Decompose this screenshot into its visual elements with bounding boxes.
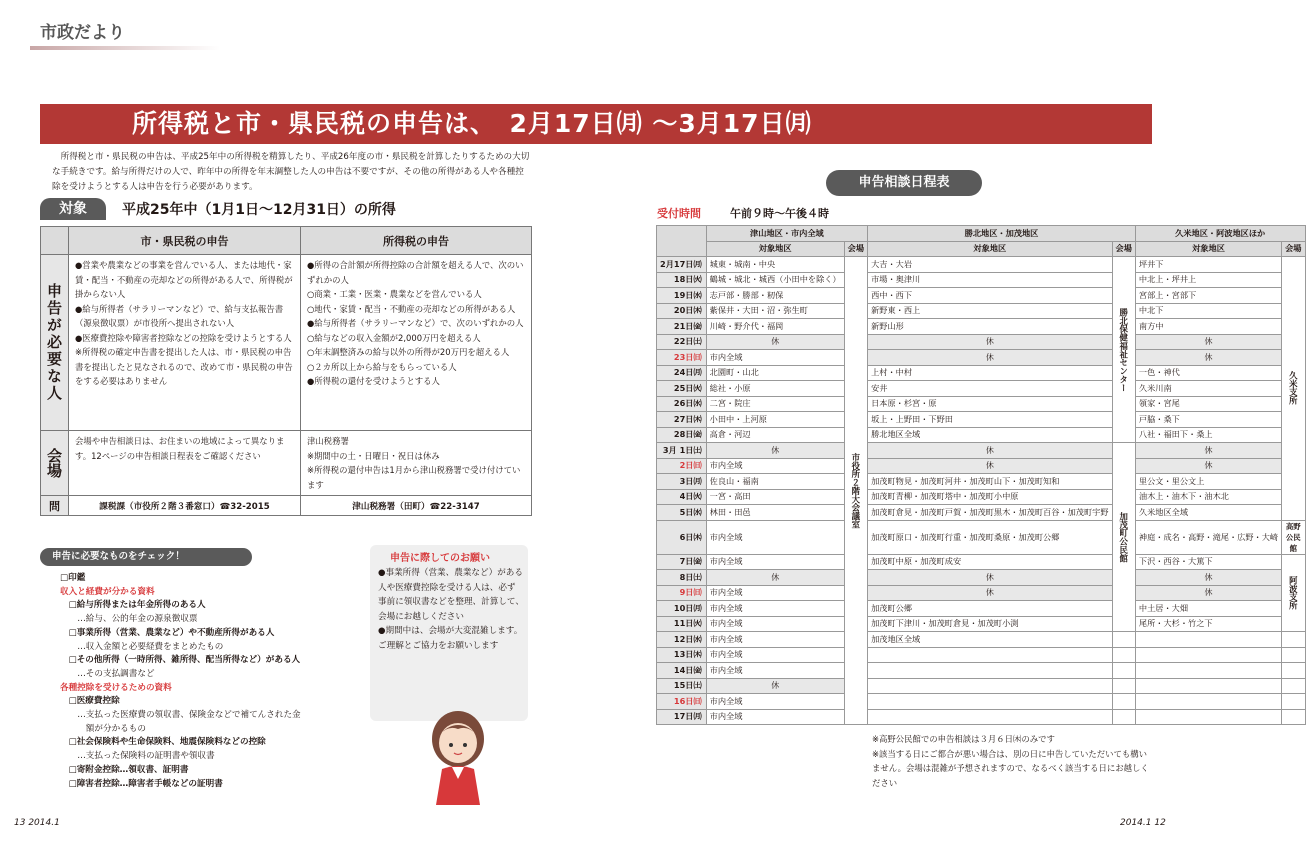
schedule-cell: 16日㈰ [657, 694, 707, 710]
side-need: 申告が必要な人 [41, 255, 69, 431]
col-income: 所得税の申告 [301, 227, 532, 255]
schedule-cell: 阿波支所 [1282, 554, 1305, 632]
schedule-cell: 市内全域 [706, 663, 844, 679]
schedule-cell: 休 [868, 570, 1112, 586]
schedule-cell: 加茂町下津川・加茂町倉見・加茂町小渕 [868, 616, 1112, 632]
page-number-right: 2014.1 12 [1120, 818, 1166, 828]
schedule-cell: 加茂町物見・加茂町河井・加茂町山下・加茂町知和 [868, 474, 1112, 490]
target-text: 平成25年中（1月1日～12月31日）の所得 [122, 202, 396, 218]
schedule-cell: 7日㈮ [657, 554, 707, 570]
schedule-row [657, 585, 1306, 601]
schedule-cell: 神庭・成名・高野・滝尾・広野・大崎 [1135, 520, 1281, 554]
schedule-cell: 紫保井・大田・沼・弥生町 [706, 303, 844, 319]
schedule-cell [1282, 709, 1305, 725]
schedule-row [657, 412, 1306, 428]
contact-income: 津山税務署（田町）☎22-3147 [301, 496, 532, 516]
schedule-cell: 下沢・西谷・大篤下 [1135, 554, 1281, 570]
schedule-row [657, 458, 1306, 474]
schedule-cell: 休 [1135, 458, 1281, 474]
schedule-cell: 総社・小原 [706, 381, 844, 397]
schedule-cell [868, 694, 1112, 710]
schedule-cell: 尾所・大杉・竹之下 [1135, 616, 1281, 632]
section-header: 市政だより [40, 23, 125, 43]
schedule-cell: 領家・宮尾 [1135, 396, 1281, 412]
schedule-cell: 中北下 [1135, 303, 1281, 319]
area-header: 津山地区・市内全域 [706, 226, 867, 242]
schedule-row [657, 303, 1306, 319]
schedule-cell: 27日㈭ [657, 412, 707, 428]
schedule-row [657, 443, 1306, 459]
area-header: 勝北地区・加茂地区 [868, 226, 1136, 242]
schedule-cell: 八社・福田下・桑上 [1135, 427, 1281, 443]
schedule-cell: 13日㈭ [657, 647, 707, 663]
checklist-item: □障害者控除…障害者手帳などの証明書 [60, 778, 223, 789]
schedule-row [657, 334, 1306, 350]
schedule-row [657, 319, 1306, 335]
target-tab: 対象 [40, 198, 106, 220]
schedule-cell [1112, 663, 1135, 679]
schedule-cell: 新野山形 [868, 319, 1112, 335]
schedule-cell: 休 [868, 443, 1112, 459]
schedule-title: 申告相談日程表 [826, 170, 982, 196]
schedule-cell [868, 663, 1112, 679]
schedule-cell: 川崎・野介代・福岡 [706, 319, 844, 335]
cell-municipal: ●営業や農業などの事業を営んでいる人、または地代・家賃・配当・不動産の売却などの所得がある人で、所得税が掛からない人 ●給与所得者（サラリーマンなど）で、給与支払報告書（源泉徴収票）が市役所へ提出されない人 ●医療費控除や障害者控除などの控除を受けようとする人 ※所得税の確定申告書を提出した人は、市・県民税の申告書を提出したと見なされるので、改めて市・県民税の申告をする必要はありません [69, 255, 301, 431]
schedule-cell [1135, 709, 1281, 725]
schedule-cell: 11日㈫ [657, 616, 707, 632]
schedule-cell: 24日㈪ [657, 365, 707, 381]
schedule-row [657, 663, 1306, 679]
checklist-item: 額が分かるもの [60, 723, 146, 734]
schedule-cell: 市内全域 [706, 632, 844, 648]
schedule-cell: 市内全域 [706, 694, 844, 710]
schedule-row [657, 272, 1306, 288]
reception-time-label: 受付時間 [657, 207, 701, 220]
schedule-cell: 市場・奥津川 [868, 272, 1112, 288]
schedule-row [657, 427, 1306, 443]
schedule-cell: 8日㈯ [657, 570, 707, 586]
schedule-row [657, 288, 1306, 304]
schedule-cell: 休 [706, 570, 844, 586]
reception-time: 午前９時～午後４時 [730, 207, 829, 220]
schedule-cell: 加茂地区全域 [868, 632, 1112, 648]
schedule-cell: 加茂町公郷 [868, 601, 1112, 617]
schedule-cell [1282, 678, 1305, 694]
schedule-cell [1135, 663, 1281, 679]
schedule-row [657, 489, 1306, 505]
schedule-cell: 加茂町原口・加茂町行重・加茂町桑原・加茂町公郷 [868, 520, 1112, 554]
schedule-cell: 22日㈯ [657, 334, 707, 350]
schedule-cell: 久米川南 [1135, 381, 1281, 397]
schedule-cell: 6日㈭ [657, 520, 707, 554]
schedule-cell: 坪井下 [1135, 257, 1281, 273]
schedule-cell: 19日㈬ [657, 288, 707, 304]
schedule-row [657, 647, 1306, 663]
sub-header: 対象地区 [868, 241, 1112, 257]
schedule-cell: 市内全域 [706, 616, 844, 632]
schedule-cell: 休 [1135, 334, 1281, 350]
sub-header: 会場 [844, 241, 867, 257]
venue-income: 津山税務署 ※期間中の土・日曜日・祝日は休み ※所得税の還付申告は1月から津山税務署で受け付けています [301, 431, 532, 496]
checklist-item: □給与所得または年金所得のある人 [60, 600, 206, 611]
schedule-cell [1112, 678, 1135, 694]
schedule-cell: 21日㈮ [657, 319, 707, 335]
checklist-item: …支払った保険料の証明書や領収書 [60, 751, 215, 762]
schedule-cell: 26日㈬ [657, 396, 707, 412]
schedule-cell [868, 647, 1112, 663]
schedule-cell [1282, 663, 1305, 679]
schedule-cell: 市内全域 [706, 601, 844, 617]
checklist-item: □事業所得（営業、農業など）や不動産所得がある人 [60, 627, 275, 638]
schedule-cell: 久米地区全域 [1135, 505, 1281, 521]
checklist-item: …給与、公的年金の源泉徴収票 [60, 614, 198, 625]
schedule-cell: 3日㈪ [657, 474, 707, 490]
side-contact: 問 [41, 496, 69, 516]
schedule-row [657, 520, 1306, 554]
schedule-cell: 休 [706, 678, 844, 694]
schedule-cell [868, 709, 1112, 725]
schedule-row [657, 601, 1306, 617]
schedule-row [657, 365, 1306, 381]
schedule-cell: 一宮・高田 [706, 489, 844, 505]
sub-header: 会場 [1112, 241, 1135, 257]
schedule-cell: 北園町・山北 [706, 365, 844, 381]
schedule-cell: 高野公民館 [1282, 520, 1305, 554]
schedule-table [656, 225, 1306, 725]
schedule-cell: 25日㈫ [657, 381, 707, 397]
header-divider [30, 46, 220, 50]
schedule-row [657, 570, 1306, 586]
checklist-item: …その支払調書など [60, 668, 155, 679]
schedule-cell: 休 [1135, 443, 1281, 459]
schedule-cell: 二宮・院庄 [706, 396, 844, 412]
schedule-cell: 鶴城・城北・城西（小田中を除く） [706, 272, 844, 288]
schedule-cell [1112, 632, 1135, 648]
schedule-cell: 里公文・里公文上 [1135, 474, 1281, 490]
schedule-cell [1282, 632, 1305, 648]
schedule-cell: 日本原・杉宮・原 [868, 396, 1112, 412]
schedule-cell: 安井 [868, 381, 1112, 397]
schedule-cell: 20日㈭ [657, 303, 707, 319]
request-title: 申告に際してのお願い [390, 553, 490, 564]
schedule-cell: 市役所２階大会議室 [844, 257, 867, 725]
schedule-cell [1112, 647, 1135, 663]
checklist-item: □寄附金控除…領収書、証明書 [60, 764, 189, 775]
schedule-cell: 志戸部・勝部・籾保 [706, 288, 844, 304]
schedule-cell: 中北上・坪井上 [1135, 272, 1281, 288]
schedule-cell: 油木上・油木下・油木北 [1135, 489, 1281, 505]
schedule-cell [1112, 709, 1135, 725]
area-header: 久米地区・阿波地区ほか [1135, 226, 1305, 242]
schedule-cell: 佐良山・福南 [706, 474, 844, 490]
schedule-cell: 18日㈫ [657, 272, 707, 288]
schedule-cell: 久米支所 [1282, 257, 1305, 521]
schedule-cell: 休 [868, 334, 1112, 350]
girl-illustration-icon [418, 705, 498, 805]
schedule-cell: 15日㈯ [657, 678, 707, 694]
schedule-cell: 10日㈪ [657, 601, 707, 617]
schedule-cell: 城東・城南・中央 [706, 257, 844, 273]
schedule-cell: 加茂町中原・加茂町成安 [868, 554, 1112, 570]
schedule-cell: 新野東・西上 [868, 303, 1112, 319]
schedule-cell [1282, 694, 1305, 710]
schedule-cell: 南方中 [1135, 319, 1281, 335]
sub-header: 対象地区 [706, 241, 844, 257]
schedule-cell: 中土居・大畑 [1135, 601, 1281, 617]
venue-municipal: 会場や申告相談日は、お住まいの地域によって異なります。12ページの申告相談日程表をご確認ください [69, 431, 301, 496]
checklist-title: 申告に必要なものをチェック！ [40, 548, 252, 566]
schedule-cell: 9日㈰ [657, 585, 707, 601]
sub-header: 会場 [1282, 241, 1305, 257]
schedule-cell: 勝北地区全域 [868, 427, 1112, 443]
schedule-cell: 28日㈮ [657, 427, 707, 443]
sub-header: 対象地区 [1135, 241, 1281, 257]
schedule-cell: 市内全域 [706, 585, 844, 601]
schedule-cell: 市内全域 [706, 554, 844, 570]
request-text: ●事業所得（営業、農業など）がある人や医療費控除を受ける人は、必ず事前に領収書などを整理、計算して、会場にお越しください ●期間中は、会場が大変混雑します。ご理解とご協力をお願いします [378, 568, 524, 651]
schedule-cell: 休 [706, 443, 844, 459]
col-municipal: 市・県民税の申告 [69, 227, 301, 255]
schedule-cell: 勝北保健福祉センター [1112, 257, 1135, 443]
schedule-cell: 23日㈰ [657, 350, 707, 366]
schedule-cell: 5日㈬ [657, 505, 707, 521]
schedule-cell: 坂上・上野田・下野田 [868, 412, 1112, 428]
main-banner: 所得税と市・県民税の申告は、 2月17日㈪ ～3月17日㈪ [40, 104, 1152, 144]
checklist-item: □医療費控除 [60, 696, 120, 707]
schedule-cell: 加茂町青柳・加茂町塔中・加茂町小中原 [868, 489, 1112, 505]
schedule-cell: 休 [868, 585, 1112, 601]
schedule-cell [1135, 694, 1281, 710]
checklist-item: …収入金額と必要経費をまとめたもの [60, 641, 224, 652]
schedule-cell: 大吉・大岩 [868, 257, 1112, 273]
schedule-cell [1135, 632, 1281, 648]
schedule-cell: 3月 1日㈯ [657, 443, 707, 459]
intro-text: 所得税と市・県民税の申告は、平成25年中の所得税を精算したり、平成26年度の市・県民税を計算したりするための大切な手続きです。給与所得だけの人で、昨年中の所得を年末調整した人の申告は不要ですが、その他の所得がある人や各種控除を受けようとする人は申告を行う必要があります。 [52, 152, 530, 192]
schedule-cell: 加茂町倉見・加茂町戸賀・加茂町黒木・加茂町百谷・加茂町宇野 [868, 505, 1112, 521]
schedule-row [657, 381, 1306, 397]
schedule-cell: 12日㈬ [657, 632, 707, 648]
schedule-cell: 小田中・上河原 [706, 412, 844, 428]
schedule-row [657, 350, 1306, 366]
schedule-cell: 上村・中村 [868, 365, 1112, 381]
checklist-item: □印鑑 [60, 573, 86, 583]
schedule-cell: 市内全域 [706, 520, 844, 554]
schedule-row [657, 709, 1306, 725]
schedule-notes: ※高野公民館での申告相談は３月６日㈭のみです ※該当する日にご都合が悪い場合は、別の日に申告していただいても構いません。会場は混雑が予想されますので、なるべく該当する日にお越しください [872, 734, 1149, 788]
schedule-row [657, 396, 1306, 412]
schedule-cell: 4日㈫ [657, 489, 707, 505]
schedule-cell: 市内全域 [706, 458, 844, 474]
schedule-cell: 市内全域 [706, 709, 844, 725]
schedule-cell: 休 [1135, 570, 1281, 586]
schedule-cell [868, 678, 1112, 694]
schedule-cell: 宮部上・宮部下 [1135, 288, 1281, 304]
schedule-cell: 休 [1135, 585, 1281, 601]
schedule-cell [1282, 647, 1305, 663]
schedule-cell: 高倉・河辺 [706, 427, 844, 443]
checklist-item: □社会保険料や生命保険料、地震保険料などの控除 [60, 737, 266, 748]
checklist [60, 572, 350, 791]
schedule-cell [1135, 647, 1281, 663]
side-venue: 会場 [41, 431, 69, 496]
schedule-cell [1112, 694, 1135, 710]
schedule-cell: 2日㈰ [657, 458, 707, 474]
schedule-cell: 休 [868, 350, 1112, 366]
schedule-row [657, 474, 1306, 490]
schedule-row [657, 678, 1306, 694]
schedule-cell: 市内全域 [706, 350, 844, 366]
schedule-row [657, 694, 1306, 710]
schedule-cell [1135, 678, 1281, 694]
checklist-item: 各種控除を受けるための資料 [60, 682, 172, 693]
checklist-item: □その他所得（一時所得、雑所得、配当所得など）がある人 [60, 655, 301, 666]
schedule-row [657, 257, 1306, 273]
page-number-left: 13 2014.1 [14, 818, 60, 828]
schedule-cell: 休 [1135, 350, 1281, 366]
schedule-cell: 休 [706, 334, 844, 350]
schedule-cell: 17日㈪ [657, 709, 707, 725]
schedule-cell: 一色・神代 [1135, 365, 1281, 381]
schedule-cell: 市内全域 [706, 647, 844, 663]
checklist-item: 収入と経費が分かる資料 [60, 586, 155, 597]
schedule-cell: 西中・西下 [868, 288, 1112, 304]
schedule-row [657, 505, 1306, 521]
schedule-row [657, 554, 1306, 570]
cell-income: ●所得の合計額が所得控除の合計額を超える人で、次のいずれかの人 ○商業・工業・医業・農業などを営んでいる人 ○地代・家賃・配当・不動産の売却などの所得がある人 ●給与所得者（サラリーマンなど）で、次のいずれかの人 ○給与などの収入金額が2,000万円を超える人 ○年末調整済みの給与以外の所得が20万円を超える人 ○２カ所以上から給与をもらっている人 ●所得税の還付を受けようとする人 [301, 255, 532, 431]
schedule-cell: 休 [868, 458, 1112, 474]
schedule-cell: 林田・田邑 [706, 505, 844, 521]
checklist-item: …支払った医療費の領収書、保険金などで補てんされた金 [60, 710, 301, 721]
contact-municipal: 課税課（市役所２階３番窓口）☎32-2015 [69, 496, 301, 516]
schedule-row [657, 616, 1306, 632]
requirement-table [40, 226, 532, 516]
schedule-cell: 14日㈮ [657, 663, 707, 679]
schedule-row [657, 632, 1306, 648]
schedule-cell: 加茂町公民館 [1112, 443, 1135, 632]
schedule-cell: 戸脇・桑下 [1135, 412, 1281, 428]
schedule-cell: 2月17日㈪ [657, 257, 707, 273]
